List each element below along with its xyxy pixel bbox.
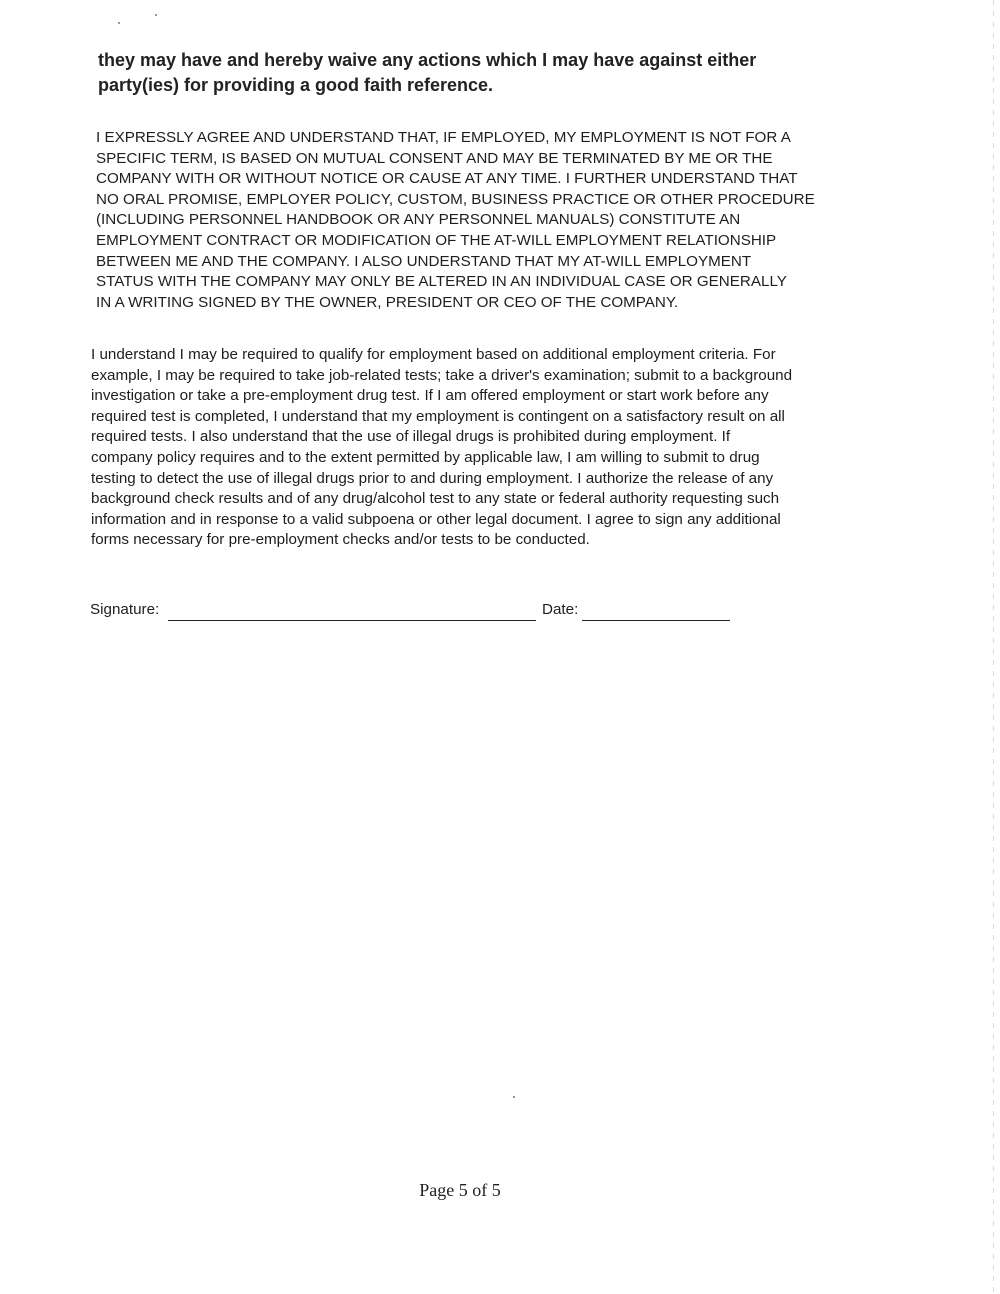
testing-line: required test is completed, I understand that my employment is contingent on a satisfactory result on all: [91, 407, 785, 425]
page-number: Page 5 of 5: [419, 1180, 501, 1200]
at-will-paragraph: [96, 128, 886, 313]
signature-row: [90, 601, 750, 625]
testing-line: background check results and of any drug/alcohol test to any state or federal authority requesting such: [91, 490, 780, 508]
at-will-line: I EXPRESSLY AGREE AND UNDERSTAND THAT, IF EMPLOYED, MY EMPLOYMENT IS NOT FOR A: [96, 129, 791, 146]
at-will-line: IN A WRITING SIGNED BY THE OWNER, PRESIDENT OR CEO OF THE COMPANY.: [96, 293, 679, 311]
date-label: Date:: [542, 601, 579, 618]
testing-line: testing to detect the use of illegal drugs prior to and during employment. I authorize the release of any: [91, 469, 774, 487]
signature-field[interactable]: [168, 620, 536, 621]
testing-line: information and in response to a valid subpoena or other legal document. I agree to sign any additional: [91, 510, 781, 528]
at-will-line: COMPANY WITH OR WITHOUT NOTICE OR CAUSE AT ANY TIME. I FURTHER UNDERSTAND THAT: [96, 170, 798, 188]
at-will-line: BETWEEN ME AND THE COMPANY. I ALSO UNDERSTAND THAT MY AT-WILL EMPLOYMENT: [96, 252, 752, 270]
at-will-line: NO ORAL PROMISE, EMPLOYER POLICY, CUSTOM, BUSINESS PRACTICE OR OTHER PROCEDURE: [96, 190, 815, 208]
page-footer: [0, 1180, 1000, 1201]
testing-line: forms necessary for pre-employment checks and/or tests to be conducted.: [91, 531, 590, 549]
waiver-paragraph: [98, 48, 858, 98]
scan-speck: [118, 22, 120, 24]
testing-line: investigation or take a pre-employment drug test. If I am offered employment or start work before any: [91, 387, 769, 405]
waiver-line: they may have and hereby waive any actions which I may have against either: [98, 50, 757, 70]
testing-line: I understand I may be required to qualify for employment based on additional employment criteria. For: [91, 346, 776, 363]
scan-speck: [155, 14, 157, 16]
testing-paragraph: [91, 345, 881, 551]
signature-label: Signature:: [90, 601, 160, 618]
scan-edge-artifact: [993, 0, 994, 1294]
at-will-line: SPECIFIC TERM, IS BASED ON MUTUAL CONSENT AND MAY BE TERMINATED BY ME OR THE: [96, 149, 773, 167]
testing-line: example, I may be required to take job-related tests; take a driver's examination; submit to a background: [91, 366, 793, 384]
at-will-line: STATUS WITH THE COMPANY MAY ONLY BE ALTERED IN AN INDIVIDUAL CASE OR GENERALLY: [96, 273, 787, 291]
at-will-line: (INCLUDING PERSONNEL HANDBOOK OR ANY PERSONNEL MANUALS) CONSTITUTE AN: [96, 211, 741, 229]
at-will-line: EMPLOYMENT CONTRACT OR MODIFICATION OF THE AT-WILL EMPLOYMENT RELATIONSHIP: [96, 231, 777, 249]
testing-line: required tests. I also understand that the use of illegal drugs is prohibited during employment. If: [91, 428, 731, 446]
testing-line: company policy requires and to the extent permitted by applicable law, I am willing to submit to drug: [91, 448, 760, 466]
date-field[interactable]: [582, 620, 730, 621]
scan-speck: [513, 1096, 515, 1098]
waiver-line: party(ies) for providing a good faith reference.: [98, 75, 494, 95]
